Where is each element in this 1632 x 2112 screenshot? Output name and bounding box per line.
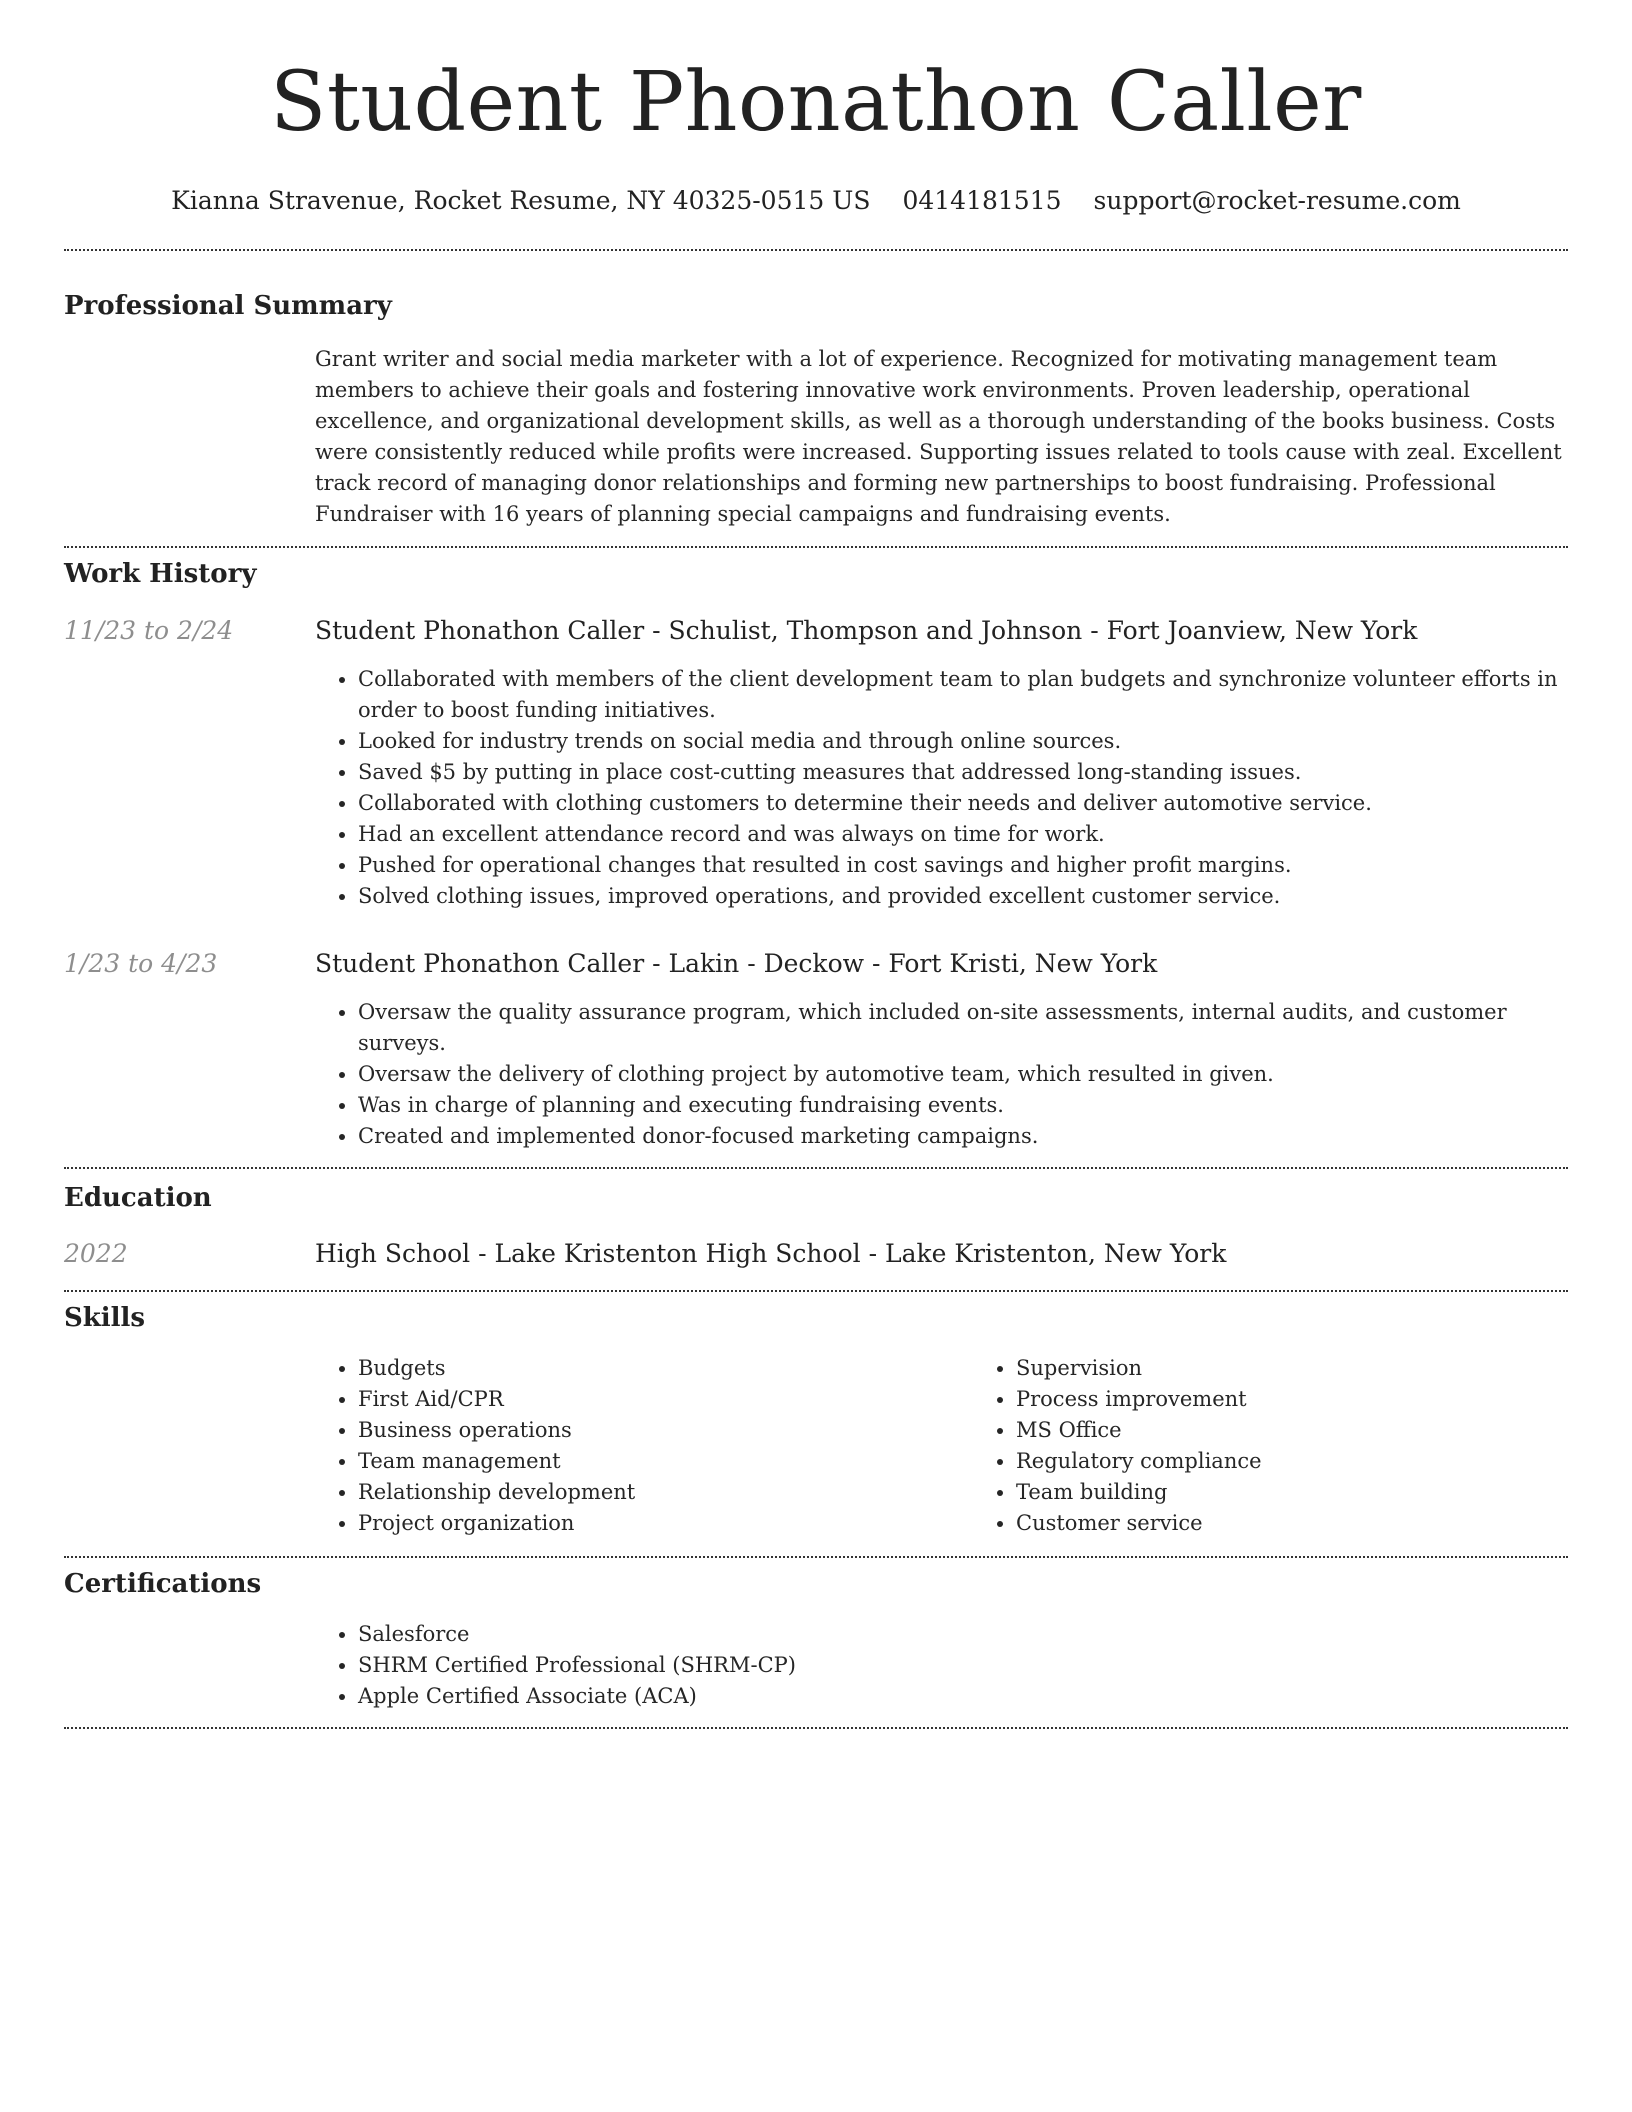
work-history-heading: Work History — [64, 559, 257, 589]
skills-list-right — [973, 1353, 1631, 1539]
skills-heading: Skills — [64, 1303, 146, 1333]
education-year: 2022 — [64, 1239, 128, 1268]
education-title: High School - Lake Kristenton High School - Lake Kristenton, New York — [315, 1239, 1227, 1268]
divider — [64, 1167, 1568, 1169]
list-item: • Budgets — [358, 1353, 973, 1384]
list-item: • Customer service — [1016, 1508, 1631, 1539]
certifications-section — [64, 1567, 1568, 1712]
certifications-heading: Certifications — [64, 1569, 262, 1599]
divider — [64, 249, 1568, 251]
job-entry — [64, 948, 1568, 1152]
list-item: • Salesforce — [358, 1619, 1568, 1650]
summary-section — [64, 289, 1568, 530]
list-item: • Apple Certified Associate (ACA) — [358, 1681, 1568, 1712]
list-item: • Team building — [1016, 1477, 1631, 1508]
list-item: • Business operations — [358, 1415, 973, 1446]
work-history-section — [64, 557, 1568, 1152]
job-bullets — [315, 997, 1568, 1152]
list-item: • Collaborated with members of the client development team to plan budgets and synchronize volunteer efforts in order to boost funding initiatives. — [358, 664, 1568, 726]
skills-section — [64, 1301, 1568, 1539]
contact-phone: 0414181515 — [902, 186, 1062, 215]
list-item: • Pushed for operational changes that resulted in cost savings and higher profit margins. — [358, 850, 1568, 881]
divider — [64, 1290, 1568, 1292]
list-item: • Oversaw the quality assurance program, which included on-site assessments, internal audits, and customer surveys. — [358, 997, 1568, 1059]
list-item: • Was in charge of planning and executing fundraising events. — [358, 1090, 1568, 1121]
list-item: • Project organization — [358, 1508, 973, 1539]
resume-title: Student Phonathon Caller — [270, 55, 1362, 150]
job-entry — [64, 615, 1568, 912]
divider — [64, 546, 1568, 548]
list-item: • Team management — [358, 1446, 973, 1477]
contact-address: Kianna Stravenue, Rocket Resume, NY 40325-0515 US — [171, 186, 871, 215]
list-item: • Relationship development — [358, 1477, 973, 1508]
job-title: Student Phonathon Caller - Schulist, Thompson and Johnson - Fort Joanview, New York — [315, 616, 1418, 645]
job-bullets — [315, 664, 1568, 912]
list-item: • First Aid/CPR — [358, 1384, 973, 1415]
list-item: • Saved $5 by putting in place cost-cutting measures that addressed long-standing issues. — [358, 757, 1568, 788]
contact-email: support@rocket-resume.com — [1093, 186, 1461, 215]
list-item: • Regulatory compliance — [1016, 1446, 1631, 1477]
summary-text: Grant writer and social media marketer with a lot of experience. Recognized for motivating management team members to achieve their goals and fostering innovative work environments. Proven leadership, operational excellence, and organizational development skills, as well as a thorough understanding of the books business. Costs were consistently reduced while profits were increased. Supporting issues related to tools cause with zeal. Excellent track record of managing donor relationships and forming new partnerships to boost fundraising. Professional Fundraiser with 16 years of planning special campaigns and fundraising events. — [315, 347, 1562, 526]
education-heading: Education — [64, 1183, 212, 1213]
list-item: • Oversaw the delivery of clothing project by automotive team, which resulted in given. — [358, 1059, 1568, 1090]
job-title: Student Phonathon Caller - Lakin - Deckow - Fort Kristi, New York — [315, 949, 1158, 978]
divider — [64, 1556, 1568, 1558]
list-item: • Collaborated with clothing customers to determine their needs and deliver automotive service. — [358, 788, 1568, 819]
skills-list-left — [315, 1353, 973, 1539]
list-item: • MS Office — [1016, 1415, 1631, 1446]
divider — [64, 1727, 1568, 1729]
summary-heading: Professional Summary — [64, 291, 392, 321]
contact-line — [64, 184, 1568, 218]
list-item: • Looked for industry trends on social media and through online sources. — [358, 726, 1568, 757]
certifications-list — [315, 1619, 1568, 1712]
list-item: • Supervision — [1016, 1353, 1631, 1384]
list-item: • Had an excellent attendance record and was always on time for work. — [358, 819, 1568, 850]
list-item: • Solved clothing issues, improved operations, and provided excellent customer service. — [358, 881, 1568, 912]
job-dates: 1/23 to 4/23 — [64, 949, 218, 978]
job-dates: 11/23 to 2/24 — [64, 616, 234, 645]
list-item: • SHRM Certified Professional (SHRM-CP) — [358, 1650, 1568, 1681]
list-item: • Created and implemented donor-focused marketing campaigns. — [358, 1121, 1568, 1152]
education-section — [64, 1181, 1568, 1270]
list-item: • Process improvement — [1016, 1384, 1631, 1415]
